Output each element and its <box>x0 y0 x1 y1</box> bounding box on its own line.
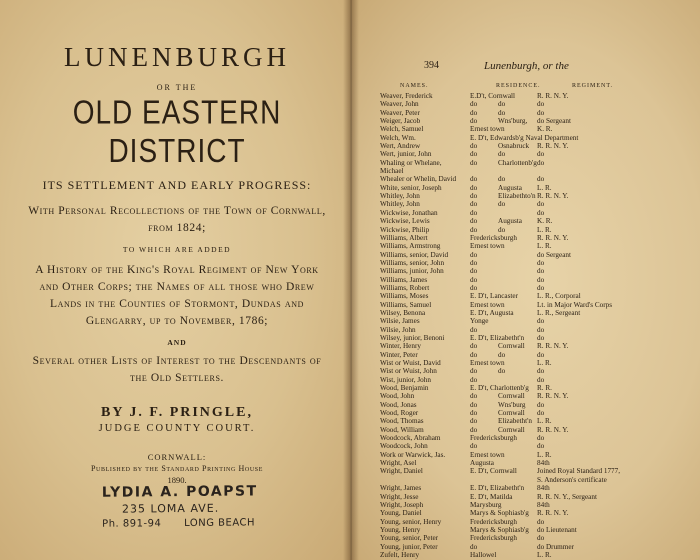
entry-residence: do <box>470 325 478 334</box>
entry-name: Work or Warwick, Jas. <box>380 450 446 459</box>
entry-regiment: do Lieutenant <box>537 525 577 534</box>
entry-residence-place: Elizabethto'n <box>498 192 536 201</box>
entry-regiment: do <box>537 175 545 184</box>
entry-name: Michael <box>380 167 404 176</box>
entry-regiment: L. R., Sergeant <box>537 308 581 317</box>
table-row <box>380 484 696 492</box>
table-row <box>380 125 696 133</box>
running-title: Lunenburgh, or the <box>484 60 569 72</box>
stamp-phone: Ph. 891-94 <box>102 518 162 530</box>
entry-name: Wist or Wuist, John <box>380 367 437 376</box>
entry-residence: Marys & Sophiasb'g <box>470 525 529 534</box>
table-row <box>380 309 696 317</box>
table-row <box>380 509 696 517</box>
table-row <box>380 100 696 108</box>
entry-regiment: do <box>537 442 545 451</box>
table-row <box>380 200 696 208</box>
entry-name: Whealer or Whelin, David <box>380 175 457 184</box>
entry-residence-place: do <box>498 175 506 184</box>
entry-residence: do <box>470 250 478 259</box>
entry-residence: Fredericksburgh <box>470 517 517 526</box>
entry-residence: do <box>470 183 478 192</box>
entry-regiment: do <box>537 258 545 267</box>
entry-name: Williams, Robert <box>380 283 430 292</box>
and-label: AND <box>167 338 187 347</box>
entry-regiment: 84th <box>537 484 550 493</box>
entry-regiment: do <box>537 208 545 217</box>
entry-name: Whitley, John <box>380 192 420 201</box>
entry-name: Young, Daniel <box>380 509 422 518</box>
entry-regiment: do <box>537 434 545 443</box>
entry-regiment: do Sergeant <box>537 250 572 259</box>
entry-regiment: R. R. <box>537 384 552 393</box>
entry-residence-place: do <box>498 225 506 234</box>
entry-name: Wood, Benjamin <box>380 384 429 393</box>
entry-residence: Ernest town <box>470 242 505 251</box>
entry-regiment: do <box>537 108 545 117</box>
table-row <box>380 434 696 442</box>
added-label: TO WHICH ARE ADDED <box>122 245 232 254</box>
history-paragraph: A History of the King's Royal Regiment of New York and Other Corps; the Names of all those who Drew Lands in the Counties of Stormont, Dundas and Glengarry, up to November, 1786; <box>35 264 319 327</box>
entry-regiment: do <box>537 200 545 209</box>
entry-residence: do <box>470 192 478 201</box>
entry-regiment: R. R. N. Y. <box>537 342 569 351</box>
table-row <box>380 326 696 334</box>
table-row <box>380 109 696 117</box>
entry-residence-place: Cornwall <box>498 425 525 434</box>
entry-regiment: K. R. <box>537 217 553 226</box>
entry-name: Wood, Roger <box>380 409 419 418</box>
entry-regiment: do <box>537 317 545 326</box>
entry-regiment: R. R. N. Y. <box>537 425 569 434</box>
table-row <box>380 409 696 417</box>
entry-regiment: do <box>537 375 545 384</box>
table-row <box>380 267 696 275</box>
table-row <box>380 217 696 225</box>
entry-residence-place: Charlottenb'g <box>498 158 537 167</box>
entry-residence-place: do <box>498 350 506 359</box>
entry-name: Young, senior, Peter <box>380 534 439 543</box>
table-row <box>380 150 696 158</box>
entry-regiment: R. R. N. Y. <box>537 392 569 401</box>
entry-name: Wilsey, Benona <box>380 308 426 317</box>
entry-regiment: L. R. <box>537 242 552 251</box>
entry-name: Wood, William <box>380 425 424 434</box>
column-header-names: NAMES. <box>400 83 429 89</box>
entry-regiment: L. R. <box>537 359 552 367</box>
entry-name: Wright, James <box>380 484 422 493</box>
entry-name: Woodcock, Abraham <box>380 434 441 443</box>
lists-paragraph: Several other Lists of Interest to the Descendants of the Old Settlers. <box>32 355 322 384</box>
table-row <box>380 209 696 217</box>
entry-residence: Fredericksburgh <box>470 434 517 443</box>
entry-regiment: do Drummer <box>537 542 574 551</box>
entry-regiment: do <box>537 367 545 376</box>
entry-regiment: do <box>537 150 545 159</box>
table-row <box>380 334 696 342</box>
table-row <box>380 367 696 375</box>
entry-residence: do <box>470 542 478 551</box>
entry-regiment: 84th <box>537 500 550 509</box>
table-row <box>380 167 696 175</box>
entry-name: Wilsey, junior, Benoni <box>380 333 445 342</box>
owner-stamp <box>102 483 272 529</box>
entry-residence: E.D't, Cornwall <box>470 92 516 100</box>
entry-name: Williams, senior, John <box>380 258 445 267</box>
table-row <box>380 134 696 142</box>
entry-residence: do <box>470 208 478 217</box>
entry-residence: do <box>470 258 478 267</box>
entry-residence: do <box>470 200 478 209</box>
entry-residence: E. D't, Augusta <box>470 308 514 317</box>
entry-name: Welch, Wm. <box>380 133 416 142</box>
table-row <box>380 192 696 200</box>
entry-residence-place: do <box>498 367 506 376</box>
entry-name: Woodcock, John <box>380 442 428 451</box>
entry-regiment: L. R. <box>537 450 552 459</box>
table-row <box>380 342 696 350</box>
running-head <box>372 60 690 74</box>
table-row <box>380 551 696 559</box>
entry-regiment: Lt. in Major Ward's Corps <box>537 300 613 309</box>
entry-residence-place: Elizabetht'n <box>498 417 533 426</box>
entry-residence: do <box>470 417 478 426</box>
entry-name: Williams, junior, John <box>380 267 444 276</box>
entry-regiment: R. R. N. Y. <box>537 233 569 242</box>
entry-regiment: K. R. <box>537 125 553 134</box>
table-row <box>380 284 696 292</box>
entry-name: Wright, Asel <box>380 459 417 468</box>
table-row <box>380 543 696 551</box>
entry-residence-place: Wns'burg, <box>498 117 528 126</box>
entry-residence-place: Cornwall <box>498 409 525 418</box>
entry-name: Welch, Samuel <box>380 125 424 134</box>
entry-regiment: R. R. N. Y. <box>537 192 569 201</box>
entry-residence: E. D't, Lancaster <box>470 292 518 301</box>
table-row <box>380 251 696 259</box>
entry-name: Wood, Jonas <box>380 400 417 409</box>
entry-name: Wickwise, Lewis <box>380 217 430 226</box>
entry-name: White, senior, Joseph <box>380 183 442 192</box>
entry-residence: do <box>470 425 478 434</box>
entry-regiment: do <box>537 325 545 334</box>
entry-residence-place: do <box>498 108 506 117</box>
table-row <box>380 259 696 267</box>
entry-regiment: do <box>537 100 545 109</box>
entry-residence: Ernest town <box>470 450 505 459</box>
stamp-address: 235 LOMA AVE. <box>121 501 220 516</box>
table-row <box>380 142 696 150</box>
entry-residence: Marysburg <box>470 500 502 509</box>
entry-regiment: 84th <box>537 459 550 468</box>
entry-residence: do <box>470 375 478 384</box>
entry-name: Weaver, Peter <box>380 108 420 117</box>
entry-name: Winter, Peter <box>380 350 418 359</box>
entry-residence: do <box>470 400 478 409</box>
recollections-paragraph: With Personal Recollections of the Town of Cornwall, from 1824; <box>28 205 326 234</box>
entry-regiment: R. R. N. Y. <box>537 92 569 100</box>
entry-residence-place: do <box>498 200 506 209</box>
entry-residence: Fredericksburgh <box>470 233 517 242</box>
table-row <box>380 301 696 309</box>
publication-year: 1890. <box>167 475 187 485</box>
entry-residence: Fredericksburgh <box>470 534 517 543</box>
entry-residence: do <box>470 342 478 351</box>
entry-name: Wert, junior, John <box>380 150 432 159</box>
table-row <box>380 534 696 542</box>
entry-residence: Ernest town <box>470 300 505 309</box>
entry-name: Wood, John <box>380 392 415 401</box>
column-header-regiment: REGIMENT. <box>572 83 614 89</box>
table-row <box>380 459 696 467</box>
entry-residence: E. D't, Elizabetht'n <box>470 484 525 493</box>
entry-residence: Marys & Sophiasb'g <box>470 509 529 518</box>
author-title: JUDGE COUNTY COURT. <box>98 423 256 434</box>
entry-regiment: R. R. N. Y., Sergeant <box>537 492 597 501</box>
entry-residence: do <box>470 409 478 418</box>
entry-name: Williams, James <box>380 275 428 284</box>
entry-name: Young, junior, Peter <box>380 542 438 551</box>
table-row <box>380 518 696 526</box>
entry-regiment: do Sergeant <box>537 117 572 126</box>
table-row <box>380 242 696 250</box>
names-list-page <box>350 0 700 560</box>
entry-residence-place: Wns'burg <box>498 400 526 409</box>
entry-name: Whitley, John <box>380 200 420 209</box>
entry-name: Weaver, John <box>380 100 419 109</box>
table-row <box>380 226 696 234</box>
table-row <box>380 351 696 359</box>
entry-regiment: do <box>537 158 545 167</box>
entry-name: Young, Henry <box>380 525 421 534</box>
entry-residence: E. D't, Edwardsb'g Naval Department <box>470 133 579 142</box>
names-table <box>380 92 696 559</box>
stamp-phone-city <box>102 517 272 529</box>
table-row <box>380 292 696 300</box>
entry-residence: Ernest town <box>470 359 505 367</box>
entry-residence: do <box>470 267 478 276</box>
entry-residence-place: Augusta <box>498 183 522 192</box>
entry-name: Wickwise, Philip <box>380 225 430 234</box>
entry-residence-place: Augusta <box>498 217 522 226</box>
entry-regiment: do <box>537 534 545 543</box>
entry-regiment: L. R. <box>537 550 552 559</box>
page-number: 394 <box>424 60 439 71</box>
table-row <box>380 501 696 509</box>
entry-name: Winter, Henry <box>380 342 421 351</box>
entry-name: Wist or Wuist, David <box>380 359 441 367</box>
entry-residence: Hallowel <box>470 550 497 559</box>
entry-residence: Ernest town <box>470 125 505 134</box>
entry-regiment: do <box>537 283 545 292</box>
entry-name: Wood, Thomas <box>380 417 424 426</box>
table-row <box>380 276 696 284</box>
table-row <box>380 359 696 367</box>
entry-residence: do <box>470 158 478 167</box>
entry-regiment: L. R. <box>537 183 552 192</box>
entry-regiment: do <box>537 267 545 276</box>
entry-name: Weiger, Jacob <box>380 117 421 126</box>
table-row <box>380 392 696 400</box>
table-row <box>380 92 696 100</box>
entry-name: Wright, Daniel <box>380 467 423 476</box>
entry-residence: do <box>470 100 478 109</box>
entry-regiment: L. R., Corporal <box>537 292 581 301</box>
entry-regiment: do <box>537 517 545 526</box>
stamp-city: LONG BEACH <box>184 517 256 530</box>
entry-regiment: L. R. <box>537 417 552 426</box>
entry-residence: do <box>470 117 478 126</box>
table-row <box>380 175 696 183</box>
entry-residence: E. D't, Cornwall <box>470 467 517 476</box>
entry-residence-place: do <box>498 150 506 159</box>
entry-residence: do <box>470 283 478 292</box>
entry-regiment: do <box>537 350 545 359</box>
table-row <box>380 117 696 125</box>
entry-residence-place: Osnabruck <box>498 142 530 151</box>
entry-name: Williams, Moses <box>380 292 429 301</box>
entry-regiment: Joined Royal Standard 1777, <box>537 467 621 476</box>
book-title: LUNENBURGH <box>64 42 290 72</box>
entry-residence: do <box>470 442 478 451</box>
entry-residence: Yonge <box>470 317 489 326</box>
table-row <box>380 184 696 192</box>
entry-residence: do <box>470 392 478 401</box>
publisher: Published by the Standard Printing House <box>91 464 263 473</box>
entry-regiment: do <box>537 400 545 409</box>
entry-name: Wickwise, Jonathan <box>380 208 438 217</box>
table-row <box>380 384 696 392</box>
entry-name: Zufelt, Henry <box>380 550 420 559</box>
entry-residence: E. D't, Elizabetht'n <box>470 333 525 342</box>
table-row <box>380 442 696 450</box>
entry-residence: do <box>470 350 478 359</box>
entry-name: Wilsie, James <box>380 317 420 326</box>
entry-name: Williams, Armstrong <box>380 242 441 251</box>
table-row <box>380 526 696 534</box>
table-row <box>380 376 696 384</box>
entry-residence: do <box>470 142 478 151</box>
author-name: BY J. F. PRINGLE, <box>101 405 253 420</box>
entry-regiment: L. R. <box>537 225 552 234</box>
stamp-name: LYDIA A. POAPST <box>101 483 258 501</box>
table-row <box>380 451 696 459</box>
entry-regiment: do <box>537 333 545 342</box>
entry-residence-place: do <box>498 100 506 109</box>
table-row <box>380 159 696 167</box>
entry-residence-place: Cornwall <box>498 392 525 401</box>
settlement-line: ITS SETTLEMENT AND EARLY PROGRESS: <box>42 178 312 192</box>
entry-residence: do <box>470 150 478 159</box>
entry-residence: do <box>470 175 478 184</box>
entry-name: Wright, Jesse <box>380 492 419 501</box>
table-row <box>380 317 696 325</box>
entry-residence: E. D't, Charlottenb'g <box>470 384 529 393</box>
entry-name: Williams, Albert <box>380 233 428 242</box>
entry-residence: E. D't, Matilda <box>470 492 513 501</box>
table-row <box>380 493 696 501</box>
table-row <box>380 401 696 409</box>
entry-residence: do <box>470 275 478 284</box>
entry-regiment: R. R. N. Y. <box>537 509 569 518</box>
entry-residence: do <box>470 225 478 234</box>
entry-regiment: do <box>537 409 545 418</box>
entry-name: Wilsie, John <box>380 325 416 334</box>
book-subtitle: OLD EASTERN DISTRICT <box>72 93 282 170</box>
entry-residence: do <box>470 367 478 376</box>
entry-name: Williams, senior, David <box>380 250 449 259</box>
column-header-residence: RESIDENCE. <box>496 83 541 89</box>
entry-regiment: S. Anderson's certificate <box>537 475 607 484</box>
entry-name: Wert, Andrew <box>380 142 421 151</box>
or-the-label: OR THE <box>156 83 198 92</box>
table-row <box>380 426 696 434</box>
entry-residence: do <box>470 108 478 117</box>
publication-place: CORNWALL: <box>147 452 207 462</box>
entry-name: Weaver, Frederick <box>380 92 433 100</box>
entry-name: Williams, Samuel <box>380 300 432 309</box>
entry-residence: do <box>470 217 478 226</box>
entry-regiment: do <box>537 275 545 284</box>
table-row <box>380 234 696 242</box>
table-row <box>380 417 696 425</box>
table-row <box>380 467 696 475</box>
entry-name: Young, senior, Henry <box>380 517 442 526</box>
table-row <box>380 476 696 484</box>
entry-name: Wist, junior, John <box>380 375 431 384</box>
entry-name: Wright, Joseph <box>380 500 424 509</box>
entry-regiment: R. R. N. Y. <box>537 142 569 151</box>
entry-residence: Augusta <box>470 459 494 468</box>
entry-residence-place: Cornwall <box>498 342 525 351</box>
entry-name: Whaling or Whelane, <box>380 158 442 167</box>
